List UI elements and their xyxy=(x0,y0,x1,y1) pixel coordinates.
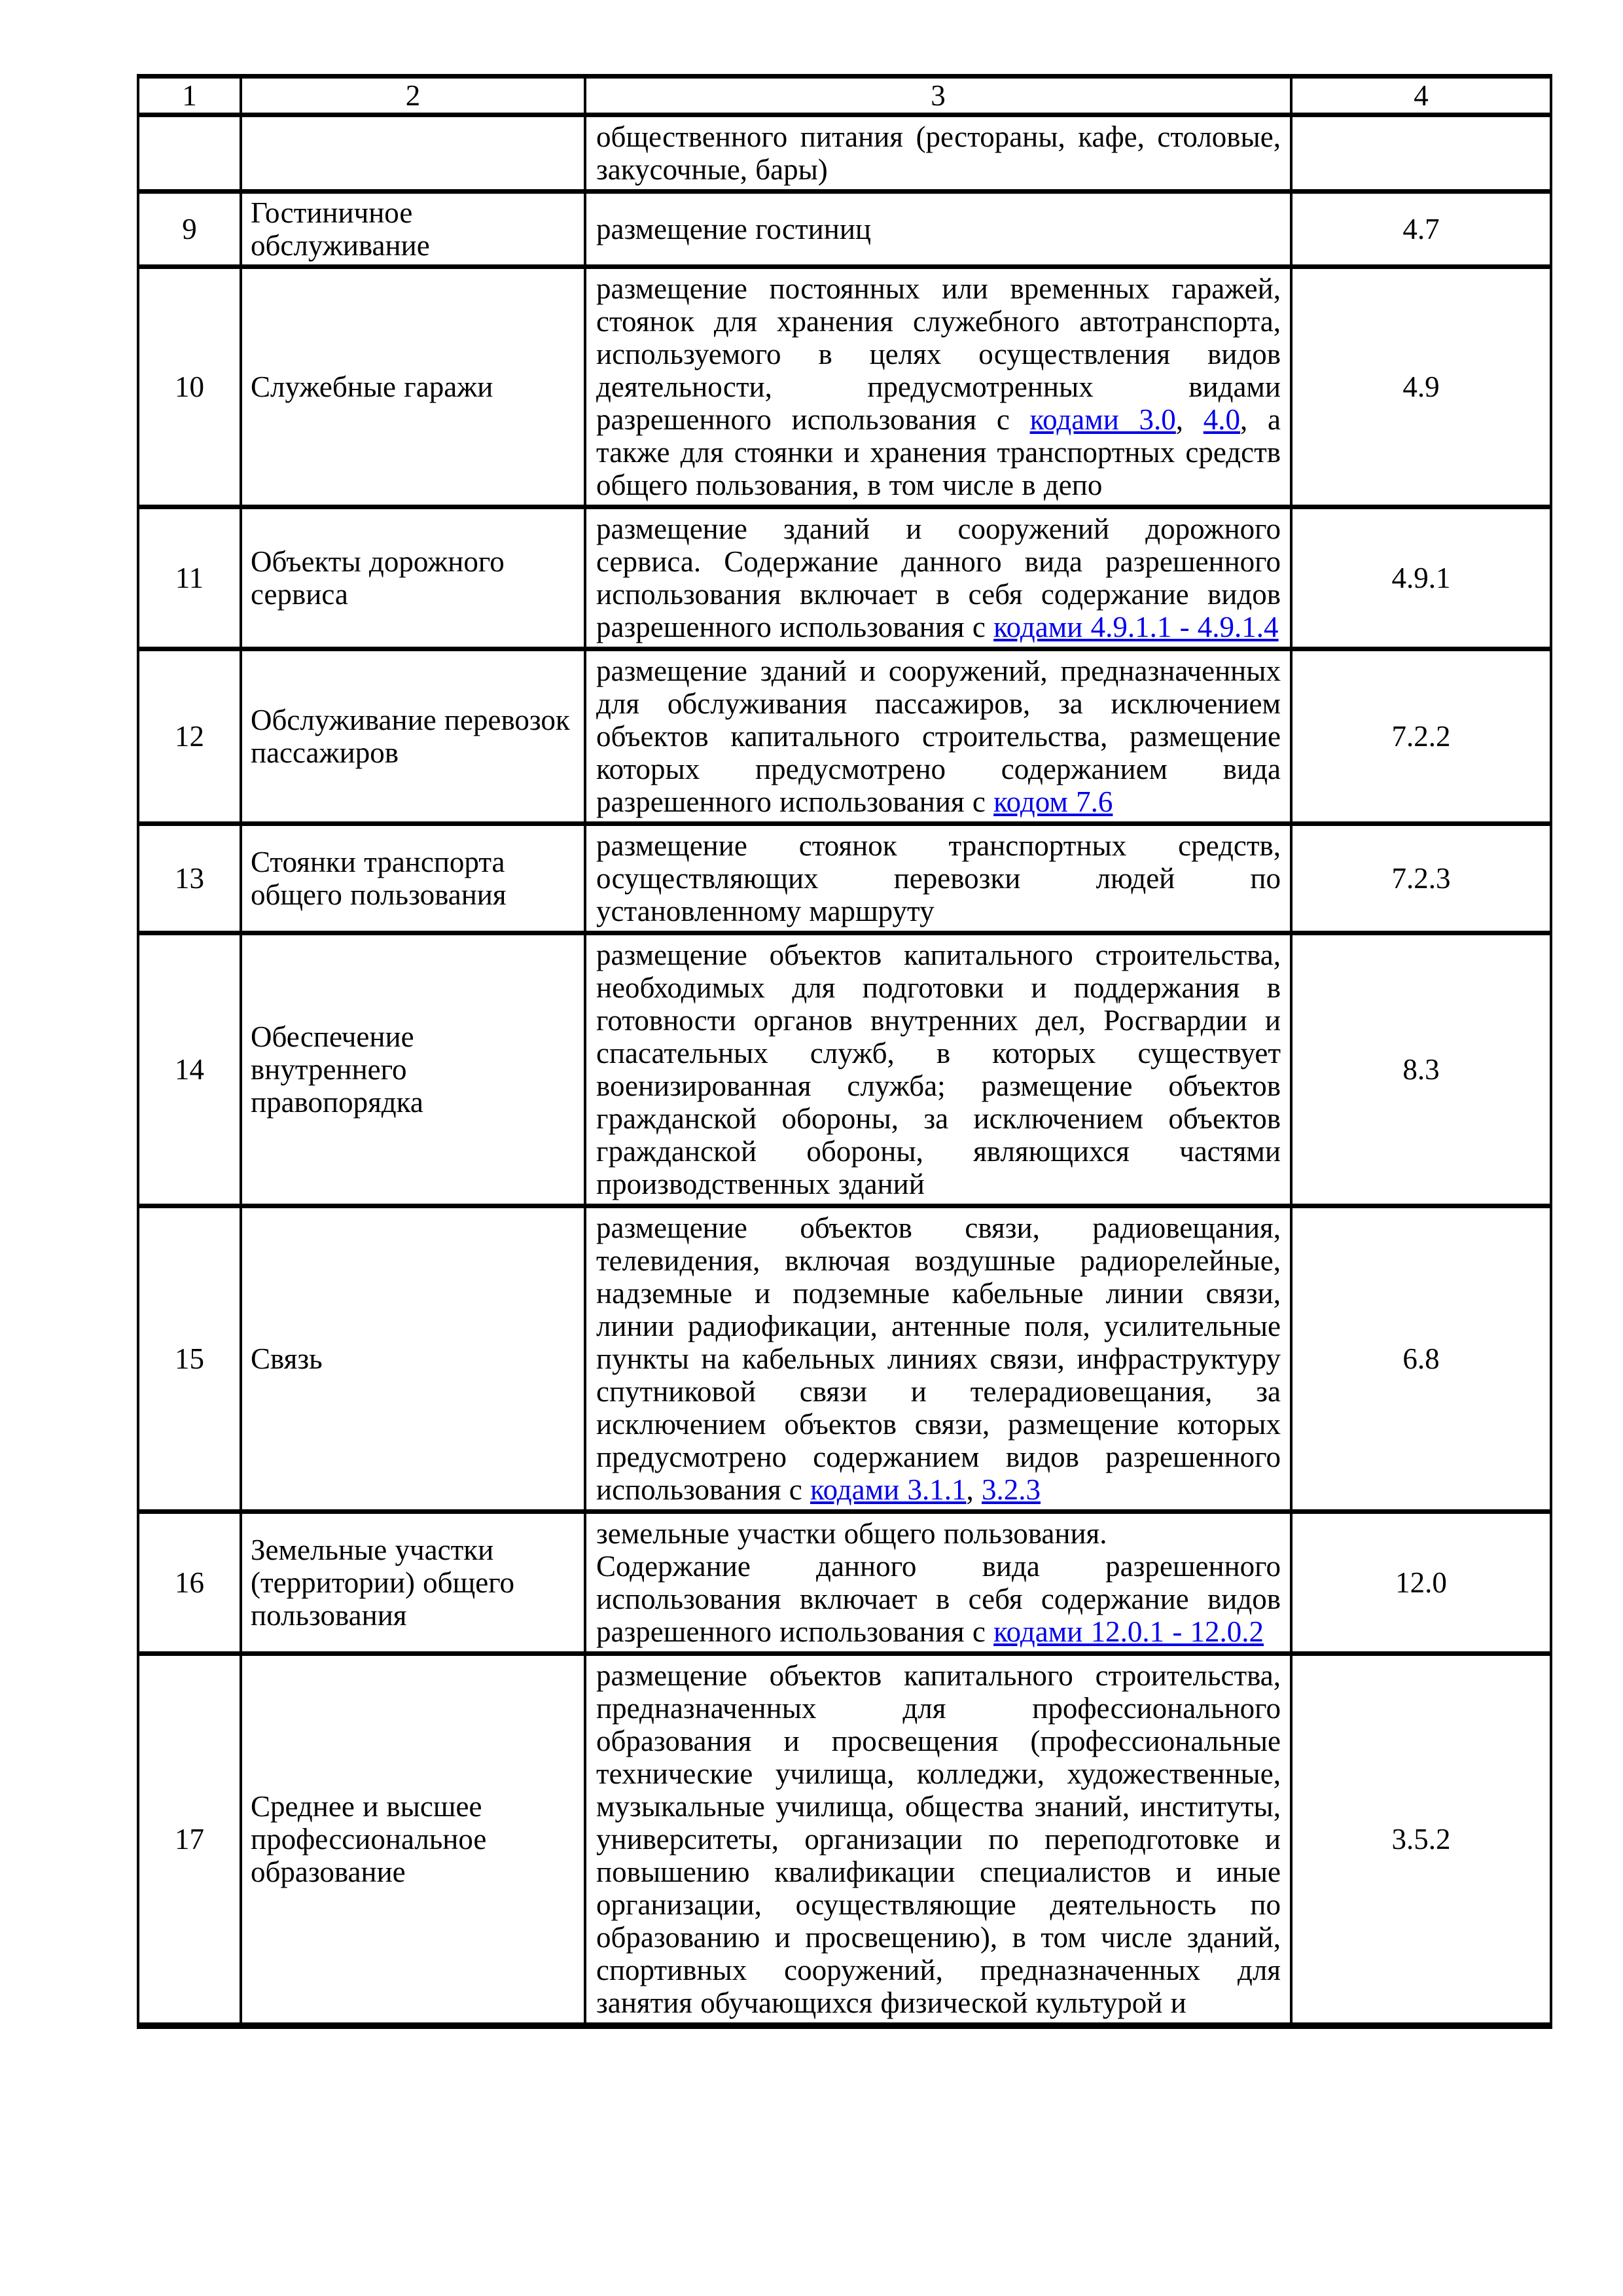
use-type-name: Гостиничное обслуживание xyxy=(241,192,585,267)
description-paragraph: размещение постоянных или временных гаражей, стоянок для хранения служебного автотранспорта, используемого в целях осуществления видов деятельности, предусмотренных видами разрешенного использования с кодами 3.0, 4.0, а также для стоянки и хранения транспортных средств общего пользования, в том числе в депо xyxy=(596,272,1281,501)
row-number: 14 xyxy=(138,933,241,1206)
use-type-code: 4.9 xyxy=(1291,267,1551,507)
table-row xyxy=(138,1206,1551,1512)
row-number: 9 xyxy=(138,192,241,267)
use-type-description xyxy=(585,1206,1291,1512)
table-body xyxy=(138,77,1551,2026)
code-link[interactable]: кодом 7.6 xyxy=(993,785,1113,818)
code-link[interactable]: кодами 4.9.1.1 - 4.9.1.4 xyxy=(993,611,1279,643)
table-row xyxy=(138,1512,1551,1654)
table-row xyxy=(138,1654,1551,2026)
header-cell-col2: 2 xyxy=(241,77,585,115)
code-link[interactable]: 3.2.3 xyxy=(981,1473,1041,1506)
use-type-name: Связь xyxy=(241,1206,585,1512)
use-type-description xyxy=(585,192,1291,267)
row-number: 12 xyxy=(138,649,241,824)
use-type-description xyxy=(585,649,1291,824)
use-type-code: 4.9.1 xyxy=(1291,507,1551,649)
use-type-name xyxy=(241,115,585,192)
description-paragraph: Содержание данного вида разрешенного использования включает в себя содержание видов разрешенного использования с кодами 12.0.1 - 12.0.2 xyxy=(596,1550,1281,1648)
use-type-name: Объекты дорожного сервиса xyxy=(241,507,585,649)
description-paragraph: размещение объектов связи, радиовещания, телевидения, включая воздушные радиорелейные, надземные и подземные кабельные линии связи, линии радиофикации, антенные поля, усилительные пункты на кабельных линиях связи, инфраструктуру спутниковой связи и телерадиовещания, за исключением объектов связи, размещение которых предусмотрено содержанием видов разрешенного использования с кодами 3.1.1, 3.2.3 xyxy=(596,1211,1281,1506)
row-number: 11 xyxy=(138,507,241,649)
use-type-code: 3.5.2 xyxy=(1291,1654,1551,2026)
row-number: 15 xyxy=(138,1206,241,1512)
land-use-table xyxy=(137,74,1552,2029)
use-type-name: Обслуживание перевозок пассажиров xyxy=(241,649,585,824)
code-link[interactable]: кодами 3.0 xyxy=(1029,403,1176,436)
table-row xyxy=(138,507,1551,649)
description-paragraph: размещение гостиниц xyxy=(596,213,871,245)
use-type-code: 4.7 xyxy=(1291,192,1551,267)
description-paragraph: размещение объектов капитального строительства, необходимых для подготовки и поддержания в готовности органов внутренних дел, Росгвардии и спасательных служб, в которых существует военизированная служба; размещение объектов гражданской обороны, за исключением объектов гражданской обороны, являющихся частями производственных зданий xyxy=(596,939,1281,1200)
header-row xyxy=(138,77,1551,115)
table-row xyxy=(138,824,1551,933)
table-row xyxy=(138,649,1551,824)
description-paragraph: общественного питания (рестораны, кафе, столовые, закусочные, бары) xyxy=(596,120,1281,186)
table-row xyxy=(138,192,1551,267)
use-type-code: 7.2.2 xyxy=(1291,649,1551,824)
row-number: 13 xyxy=(138,824,241,933)
row-number: 10 xyxy=(138,267,241,507)
use-type-description xyxy=(585,507,1291,649)
description-paragraph: размещение стоянок транспортных средств, осуществляющих перевозки людей по установленному маршруту xyxy=(596,829,1281,927)
description-paragraph: размещение зданий и сооружений, предназначенных для обслуживания пассажиров, за исключением объектов капитального строительства, размещение которых предусмотрено содержанием вида разрешенного использования с кодом 7.6 xyxy=(596,655,1281,818)
description-paragraph: земельные участки общего пользования. xyxy=(596,1517,1107,1550)
description-paragraph: размещение зданий и сооружений дорожного сервиса. Содержание данного вида разрешенного использования включает в себя содержание видов разрешенного использования с кодами 4.9.1.1 - 4.9.1.4 xyxy=(596,512,1281,643)
row-number xyxy=(138,115,241,192)
use-type-description xyxy=(585,824,1291,933)
use-type-description xyxy=(585,115,1291,192)
use-type-code: 7.2.3 xyxy=(1291,824,1551,933)
code-link[interactable]: кодами 3.1.1 xyxy=(810,1473,967,1506)
table-row xyxy=(138,933,1551,1206)
code-link[interactable]: кодами 12.0.1 - 12.0.2 xyxy=(993,1615,1264,1648)
use-type-name: Служебные гаражи xyxy=(241,267,585,507)
header-cell-col4: 4 xyxy=(1291,77,1551,115)
use-type-description xyxy=(585,1654,1291,2026)
use-type-name: Земельные участки (территории) общего пользования xyxy=(241,1512,585,1654)
header-cell-col3: 3 xyxy=(585,77,1291,115)
use-type-name: Стоянки транспорта общего пользования xyxy=(241,824,585,933)
use-type-name: Обеспечение внутреннего правопорядка xyxy=(241,933,585,1206)
row-number: 17 xyxy=(138,1654,241,2026)
use-type-code: 6.8 xyxy=(1291,1206,1551,1512)
row-number: 16 xyxy=(138,1512,241,1654)
use-type-code: 8.3 xyxy=(1291,933,1551,1206)
use-type-name: Среднее и высшее профессиональное образование xyxy=(241,1654,585,2026)
table-row xyxy=(138,115,1551,192)
table-row xyxy=(138,267,1551,507)
use-type-description xyxy=(585,267,1291,507)
use-type-description xyxy=(585,1512,1291,1654)
use-type-code xyxy=(1291,115,1551,192)
use-type-description xyxy=(585,933,1291,1206)
header-cell-col1: 1 xyxy=(138,77,241,115)
description-paragraph: размещение объектов капитального строительства, предназначенных для профессионального образования и просвещения (профессиональные технические училища, колледжи, художественные, музыкальные училища, общества знаний, институты, университеты, организации по переподготовке и повышению квалификации специалистов и иные организации, осуществляющие деятельность по образованию и просвещению), в том числе зданий, спортивных сооружений, предназначенных для занятия обучающихся физической культурой и xyxy=(596,1659,1281,2019)
use-type-code: 12.0 xyxy=(1291,1512,1551,1654)
code-link[interactable]: 4.0 xyxy=(1203,403,1241,436)
